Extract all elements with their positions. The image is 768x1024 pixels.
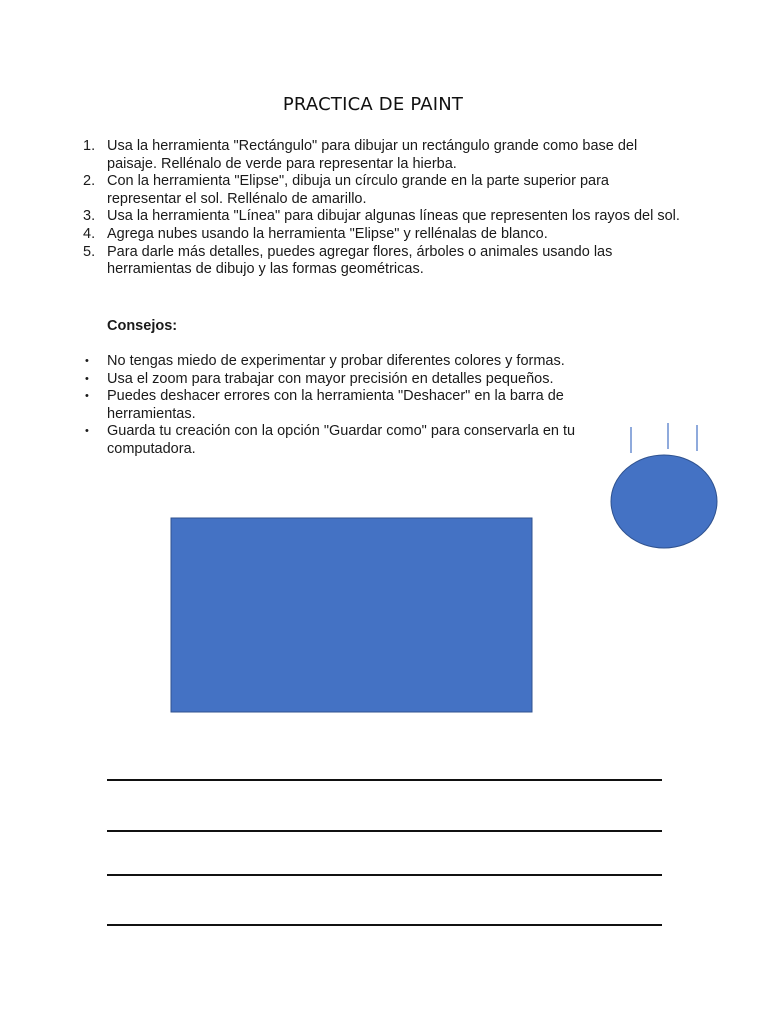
answer-lines: [107, 0, 662, 1024]
list-item-text: Usa el zoom para trabajar con mayor precisión en detalles pequeños.: [107, 370, 554, 387]
list-item-number: 2.: [83, 173, 96, 190]
answer-line: [107, 830, 662, 832]
answer-line: [107, 924, 662, 926]
tips-heading: Consejos:: [107, 318, 178, 334]
list-item-number: 4.: [83, 225, 96, 242]
bullet-icon: •: [85, 425, 89, 438]
bullet-icon: •: [85, 372, 89, 385]
list-item-text: Con la herramienta "Elipse", dibuja un círculo grande en la parte superior para representar el sol. Rellénalo de amarillo.: [107, 173, 609, 207]
list-item-number: 5.: [83, 243, 96, 260]
list-item-number: 3.: [83, 208, 96, 225]
bullet-icon: •: [85, 355, 89, 367]
list-item-text: Agrega nubes usando la herramienta "Elipse" y rellénalas de blanco.: [107, 225, 548, 242]
page-title: PRACTICA DE PAINT: [282, 94, 464, 115]
list-item-text: Para darle más detalles, puedes agregar flores, árboles o animales usando las herramientas de dibujo y las formas geométricas.: [107, 243, 613, 278]
list-item-text: Usa la herramienta "Línea" para dibujar algunas líneas que representen los rayos del sol.: [107, 208, 680, 225]
list-item-text: Puedes deshacer errores con la herramienta "Deshacer" en la barra de herramientas.: [107, 388, 564, 422]
list-item-text: Guarda tu creación con la opción "Guardar como" para conservarla en tu computadora.: [107, 423, 576, 457]
answer-line: [107, 779, 662, 781]
list-item-text: Usa la herramienta "Rectángulo" para dibujar un rectángulo grande como base del paisaje. Rellénalo de verde para representar la hierba.: [107, 138, 638, 172]
list-item-text: No tengas miedo de experimentar y probar diferentes colores y formas.: [107, 353, 565, 369]
list-item-number: 1.: [83, 138, 96, 154]
bullet-icon: •: [85, 390, 89, 403]
answer-line: [107, 874, 662, 876]
